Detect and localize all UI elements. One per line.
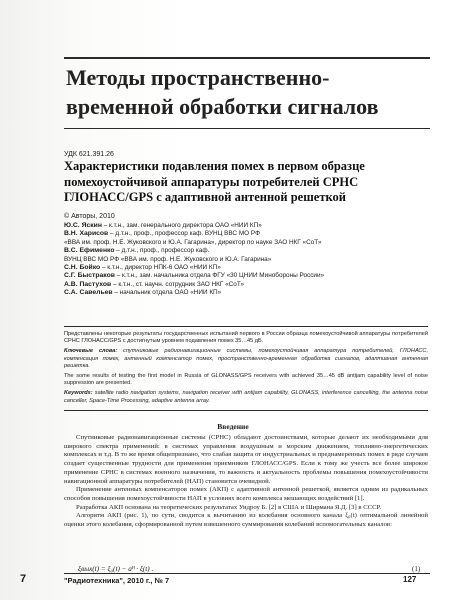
keywords-en — [64, 390, 428, 404]
keywords-en-text: satellite radio navigation systems, navigation receiver with antijam capability, GLONASS, interference cancelling, the antenna noise canceller, Space-Time Processing, adaptive antenna array. — [64, 390, 428, 404]
footer-left-number: 7 — [20, 573, 27, 585]
abstract-ru: Представлены некоторые результаты государственных испытаний первого в России образца помехоустойчивой аппаратуры потребителей СРНС ГЛОНАСС/GPS с достигнутым уровнем подавления помех 35…45 дБ. — [64, 331, 428, 345]
udk-code: УДК 621.391.26 — [64, 151, 114, 158]
author-info: – к.т.н., ст. научн. сотрудник ЗАО НКГ «СоТ» — [111, 280, 245, 288]
section-title: Методы пространственно-временной обработки сигналов — [66, 65, 379, 119]
formula: ξвых(t) = ξ₀(t) − aᴴ · ξ(t) . — [78, 565, 154, 573]
author-info: – д.т.н., проф., профессор каф. — [114, 247, 210, 255]
author-name: А.В. Пастухов — [64, 280, 112, 288]
paragraph: Разработка АКП основана на теоретических результатах Уидроу Б. [2] в США и Ширмана Я.Д. [3] в СССР. — [76, 503, 382, 511]
abstract-block — [64, 331, 428, 408]
author-info: – к.т.н., директор НПК-6 ОАО «НИИ КП» — [100, 264, 221, 272]
header-rule-top — [64, 57, 430, 59]
author-line — [64, 272, 424, 280]
author-info: «ВВА им. проф. Н.Е. Жуковского и Ю.А. Гагарина», директор по науке ЗАО НКГ «СоТ» — [64, 238, 322, 246]
author-name: С.Г. Быстраков — [64, 272, 115, 280]
paragraph: Применение антенных компенсаторов помех (АКП) с адаптивной антенной решеткой, является одним из радикальных способов повышения помехоустойчивости НАП в условиях всего комплекса мешающих воздействий [1]. — [64, 486, 428, 502]
header-rule-bottom — [64, 128, 430, 129]
author-line — [64, 230, 424, 238]
author-line — [64, 222, 424, 230]
author-line — [64, 247, 424, 255]
intro-heading: Введение — [217, 422, 249, 431]
page-number: 127 — [403, 575, 417, 584]
author-line — [64, 239, 424, 247]
author-info: – к.т.н., зам. начальника отдела ФГУ «30 ЦНИИ Минобороны России» — [114, 272, 325, 280]
article-title: Характеристики подавления помех в первом образце помехоустойчивой аппаратуры потребителей СРНС ГЛОНАСС/GPS с адаптивной антенной решеткой — [64, 159, 365, 204]
keywords-ru-label: Ключевые слова: — [64, 348, 118, 355]
author-line — [64, 256, 424, 264]
paragraph: Алгоритм АКП (рис. 1), по сути, сводится к вычитанию из колебания основного канала ξ₀(t) оптимальной линейной оценки этого колебания, сформированной путем взвешенного суммирования колебаний вспомогательных каналов: — [64, 512, 428, 529]
author-name: С.А. Савельев — [64, 289, 113, 297]
author-name: В.С. Ефименко — [64, 247, 115, 255]
copyright: © Авторы, 2010 — [64, 213, 115, 220]
author-info: – начальник отдела ОАО «НИИ КП» — [112, 289, 222, 297]
body-text — [64, 434, 428, 530]
abstract-en: The some results of testing the first model in Russia of GLONASS/GPS receivers with achieved 35…45 dB antijam capability level of noise suppression are presented. — [64, 373, 428, 387]
author-line — [64, 289, 424, 297]
footer-rule — [64, 573, 430, 574]
keywords-ru — [64, 348, 428, 370]
formula-number: (1) — [412, 565, 421, 573]
author-line — [64, 281, 424, 289]
abstract-rule-top — [64, 326, 428, 327]
author-name: С.Н. Бойко — [64, 264, 101, 272]
abstract-rule-bottom — [64, 410, 428, 411]
author-line — [64, 264, 424, 272]
keywords-ru-text: спутниковые радионавигационные системы, помехоустойчивая аппаратура потребителей, ГЛОНАСС, компенсация помех, антенный компенсатор помех, пространственно-временная обработка сигналов, адаптивная антенная решетка. — [64, 348, 428, 369]
author-info: – д.т.н., проф., профессор каф. ВУНЦ ВВС МО РФ — [108, 230, 260, 238]
author-name: Ю.С. Яскин — [64, 222, 102, 229]
author-list — [64, 222, 424, 298]
author-name: В.Н. Харисов — [64, 230, 109, 238]
paragraph: Спутниковые радионавигационные системы (СРНС) обладают достоинствами, которые делают их необходимыми для широкого спектра применений: в системах управления воздушным и морским движением, топливно-энергетических комплексах и т.д. В то же время общепризнано, что слабая защита от индустриальных и преднамеренных помех в ряде случаев создает существенные трудности для применения приемников ГЛОНАСС/GPS. Если к тому же учесть все более широкое применение СРНС в системах военного назначения, то важность и актуальность проблемы повышения помехоустойчивости навигационной аппаратуры потребителей (НАП) становится очевидной. — [64, 434, 428, 485]
author-info: – к.т.н., зам. генерального директора ОАО «НИИ КП» — [101, 222, 262, 229]
footer-journal: "Радиотехника", 2010 г., № 7 — [64, 576, 170, 585]
author-info: ВУНЦ ВВС МО РФ «ВВА им. проф. Н.Е. Жуковского и Ю.А. Гагарина» — [64, 255, 272, 263]
keywords-en-label: Keywords: — [64, 390, 93, 397]
